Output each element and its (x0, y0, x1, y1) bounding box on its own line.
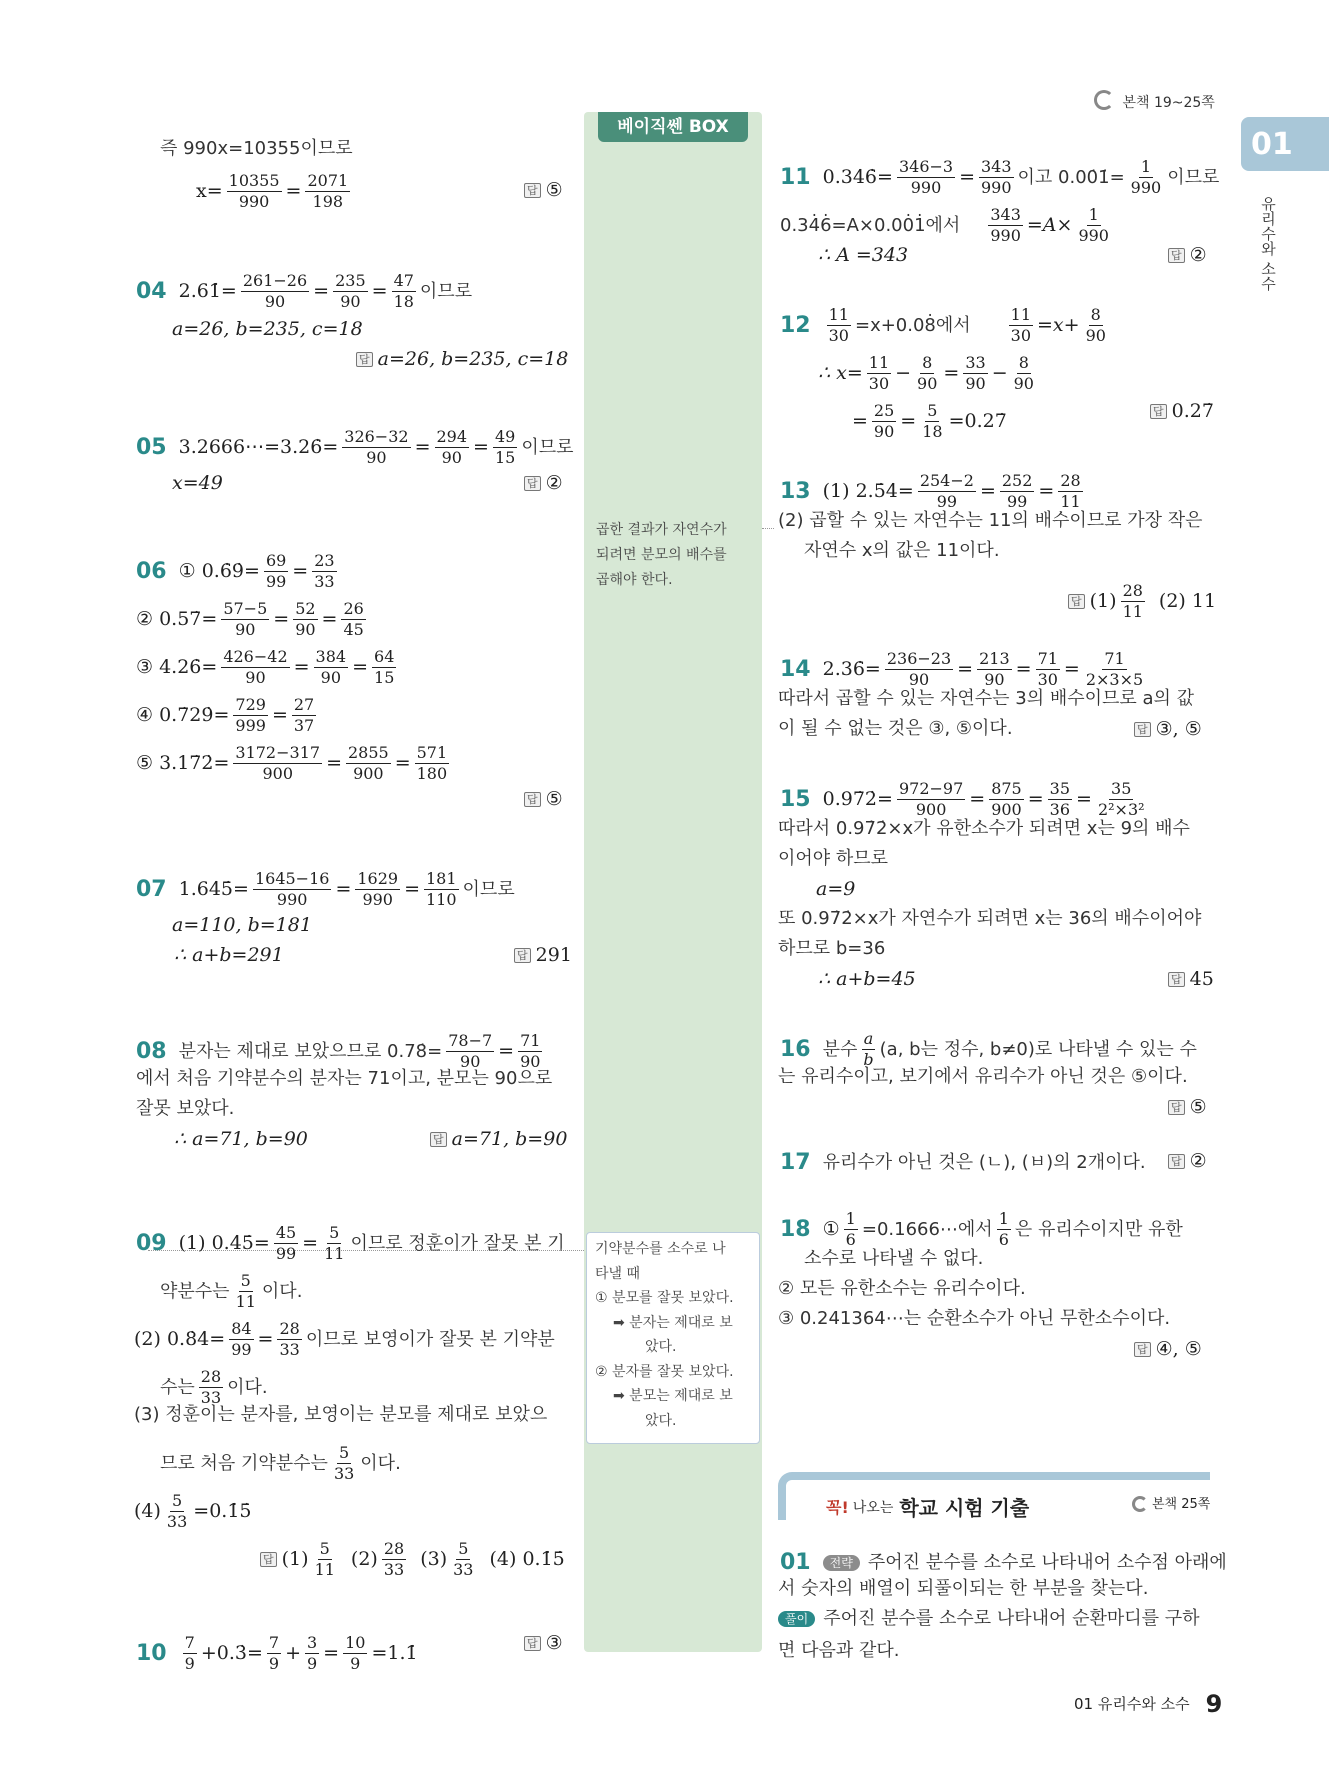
p07-line2: a=110, b=181 (172, 914, 312, 936)
problem-12: 12 $\frac{11}{30}$ =x+0.08̇에서 $\frac{11}{30}$ =x+ $\frac{8}{90}$ (780, 305, 1106, 346)
p09-answer: 답 (1) 5 11 (2) 28 33 (3) 5 33 (4) 0.1̇5̇ (260, 1540, 565, 1580)
header-ref: 본책 19~25쪽 (1094, 90, 1215, 112)
dotted-leader (762, 528, 774, 529)
p11-line2: 0.34̇6̇=A×0.00̇1̇에서 $\frac{343}{990}$ =A× $\frac{1}{990}$ (780, 205, 1109, 246)
p08-answer: 답 a=71, b=90 (430, 1130, 567, 1149)
exam-title: 꼭! 나오는 학교 시험 기출 (826, 1496, 1030, 1520)
p09-line2: 약분수는 5 11 이다. (160, 1271, 303, 1312)
p12-answer: 답 0.27̇ (1150, 402, 1214, 421)
p03-line1: 즉 990x=10355이므로 (160, 138, 353, 159)
book-icon (1132, 1496, 1148, 1512)
chapter-number: 01 (1251, 127, 1293, 162)
footer: 01 유리수와 소수 9 (1074, 1690, 1223, 1718)
p06-answer: 답 ⑤ (524, 790, 563, 809)
problem-06-r1: 06 ① 0.6̇9̇= $\frac{69}{99}$ = 23 33 (136, 551, 335, 592)
p15-line3: 이어야 하므로 (778, 848, 889, 869)
p15-line6: 하므로 b=36 (778, 938, 886, 959)
p18-line4: ③ 0.241364⋯는 순환소수가 아닌 무한소수이다. (778, 1308, 1171, 1329)
box-title: 베이직쎈 BOX (598, 112, 748, 142)
p14-answer: 답 ③, ⑤ (1134, 720, 1202, 739)
p12-line2: ∴ x= $\frac{11}{30}$ − 8 90 = 33 90 − 8 90 (818, 353, 1034, 394)
p09-line3: (2) 0.8̇4̇= $\frac{84}{99}$ = 28 33 이므로 보영이가 잘못 본 기약분 (134, 1319, 555, 1360)
p05-answer: 답 ② (524, 474, 563, 493)
p09-line5: (3) 정훈이는 분자를, 보영이는 분모를 제대로 보았으 (134, 1404, 548, 1425)
exam-01-line2: 서 숫자의 배열이 되풀이되는 한 부분을 찾는다. (778, 1578, 1149, 1599)
problem-18: 18 ① $\frac{1}{6}$ =0.1666⋯에서 1 6 은 유리수이지만 유한 (780, 1209, 1183, 1250)
problem-14: 14 2.36̇= $\frac{236-23}{90}$ = 213 90 = 71 30 = 71 2×3×5 (780, 649, 1144, 690)
problem-05: 05 3.2666⋯=3.26̇= $\frac{326-32}{90}$ = 294 90 = 49 15 이므로 (136, 427, 574, 468)
problem-04: 04 2.61̇= $\frac{261-26}{90}$ = 235 90 = 47 18 이므로 (136, 271, 473, 312)
page-number: 9 (1205, 1690, 1223, 1718)
problem-07: 07 1.64̇5̇= $\frac{1645-16}{990}$ = 1629 990 = 181 110 이므로 (136, 869, 515, 910)
problem-10: 10 7 9 +0.3̇= $\frac{7}{9}$ + 3 9 = $\frac{10}{9}$ =1.1̇ (136, 1633, 418, 1674)
p15-line4: a=9 (816, 878, 856, 900)
p11-line3: ∴ A =343 (818, 244, 909, 266)
p13-line2: (2) 곱할 수 있는 자연수는 11의 배수이므로 가장 작은 (778, 510, 1203, 531)
p08-line2: 에서 처음 기약분수의 분자는 71이고, 분모는 90으로 (136, 1068, 553, 1089)
p04-answer: 답 a=26, b=235, c=18 (356, 350, 568, 369)
p18-line2: 소수로 나타낼 수 없다. (804, 1248, 984, 1269)
p16-line2: 는 유리수이고, 보기에서 유리수가 아닌 것은 ⑤이다. (778, 1066, 1188, 1087)
problem-06-r3: ③ 4.26̇= $\frac{426-42}{90}$ = 384 90 = 64 15 (136, 647, 395, 688)
problem-08: 08 분자는 제대로 보았으므로 0.78̇= $\frac{78-7}{90}$ = 71 90 (136, 1031, 541, 1072)
p15-line7: ∴ a+b=45 (818, 968, 916, 990)
problem-13: 13 (1) 2.5̇4̇= $\frac{254-2}{99}$ = 252 99 = 28 11 (780, 471, 1081, 512)
p14-line2: 따라서 곱할 수 있는 자연수는 3의 배수이므로 a의 값 (778, 688, 1195, 709)
exam-ref: 본책 25쪽 (1132, 1496, 1210, 1512)
problem-16: 16 분수 a b (a, b는 정수, b≠0)로 나타낼 수 있는 수 (780, 1029, 1197, 1070)
exam-01-line3: 풀이 주어진 분수를 소수로 나타내어 순환마디를 구하 (778, 1610, 1200, 1628)
book-icon (1094, 90, 1114, 110)
problem-17: 17 유리수가 아닌 것은 (ㄴ), (ㅂ)의 2개이다. (780, 1150, 1146, 1175)
p13-answer: 답 (1) 28 11 (2) 11 (1068, 582, 1216, 622)
p16-answer: 답 ⑤ (1168, 1098, 1207, 1117)
p04-line2: a=26, b=235, c=18 (172, 318, 363, 340)
problem-06-r4: ④ 0.7̇29̇= $\frac{729}{999}$ = 27 37 (136, 695, 315, 736)
p18-line3: ② 모든 유한소수는 유리수이다. (778, 1278, 1026, 1299)
p08-line4: ∴ a=71, b=90 (174, 1128, 308, 1150)
p12-line3: = 25 90 = $\frac{5}{18}$ =0.27̇ (852, 401, 1007, 442)
problem-15: 15 0.97̇2̇= $\frac{972-97}{900}$ = 875 900 = 35 36 = 35 2²×3² (780, 779, 1145, 820)
problem-06-r5: ⑤ 3.17̇2̇= $\frac{3172-317}{900}$ = 2855 900 = 571 180 (136, 743, 448, 784)
p10-answer: 답 ③ (524, 1634, 563, 1653)
p15-line2: 따라서 0.97̇2̇×x가 유한소수가 되려면 x는 9의 배수 (778, 818, 1190, 839)
problem-09: 09 (1) 0.4̇5̇= $\frac{45}{99}$ = 5 11 이므로 정훈이가 잘못 본 기 (136, 1223, 565, 1264)
box-note-2: 기약분수를 소수로 나 타낼 때 ① 분모를 잘못 보았다. ➡ 분자는 제대로 보 았다. ② 분자를 잘못 보았다. ➡ 분모는 제대로 보 았다. (586, 1232, 760, 1444)
p03-answer: 답 ⑤ (524, 181, 563, 200)
p15-line5: 또 0.97̇2̇×x가 자연수가 되려면 x는 36의 배수이어야 (778, 908, 1202, 929)
exam-01-line4: 면 다음과 같다. (778, 1640, 900, 1661)
p15-answer: 답 45 (1168, 970, 1214, 989)
problem-06-r2: ② 0.57̇= $\frac{57-5}{90}$ = 52 90 = 26 45 (136, 599, 364, 640)
p09-line4: 수는 28 33 이다. (160, 1367, 268, 1408)
p09-line6: 므로 처음 기약분수는 5 33 이다. (160, 1443, 401, 1484)
p14-line3: 이 될 수 없는 것은 ③, ⑤이다. (778, 718, 1013, 739)
p08-line3: 잘못 보았다. (136, 1098, 235, 1119)
chapter-title-vertical: 유리수와 소수 (1259, 196, 1277, 291)
chapter-tab (1241, 117, 1329, 171)
fraction: 2071 198 (307, 171, 349, 212)
p05-line2: x=49 (172, 472, 223, 494)
p07-line3: ∴ a+b=291 (174, 944, 284, 966)
p09-line7: (4) $\frac{5}{33}$ =0.1̇5̇ (134, 1491, 252, 1532)
fraction: $\frac{10355}{990}$ (228, 171, 280, 212)
problem-11: 11 0.34̇6̇= $\frac{346-3}{990}$ = 343 990 이고 0.00̇1̇= $\frac{1}{990}$ 이므로 (780, 157, 1220, 198)
exam-01: 01 전략 주어진 분수를 소수로 나타내어 소수점 아래에 (780, 1550, 1227, 1575)
p17-answer: 답 ② (1168, 1152, 1207, 1171)
p03-line2: x= $\frac{10355}{990}$ = 2071 198 (196, 171, 349, 212)
box-note-1: 곱한 결과가 자연수가 되려면 분모의 배수를 곱해야 한다. (596, 522, 727, 588)
p07-answer: 답 291 (514, 946, 572, 965)
p18-answer: 답 ④, ⑤ (1134, 1340, 1202, 1359)
p13-line3: 자연수 x의 값은 11이다. (804, 540, 1000, 561)
p11-answer: 답 ② (1168, 246, 1207, 265)
